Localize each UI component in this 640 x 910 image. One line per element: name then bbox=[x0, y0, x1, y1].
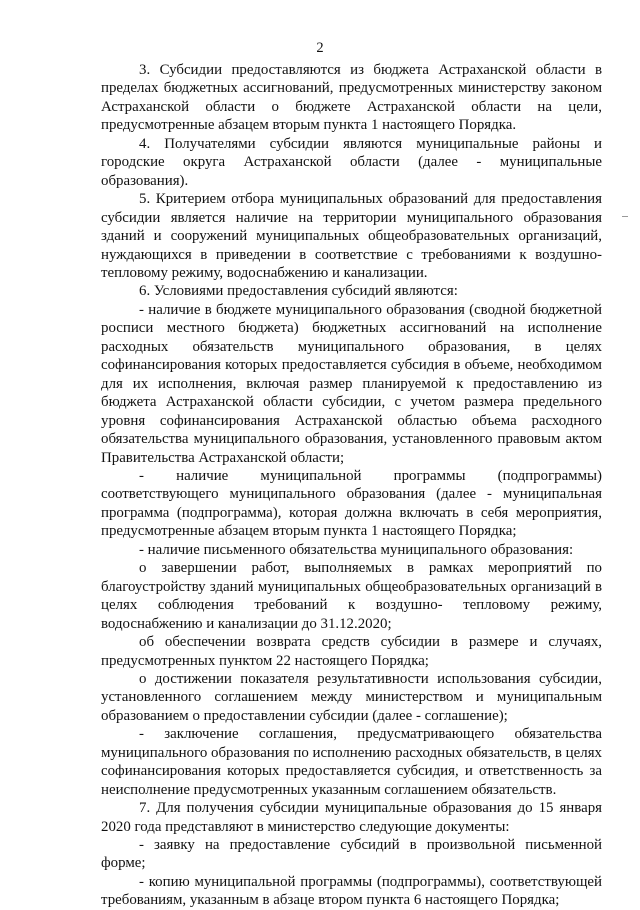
document-application: - заявку на предоставление субсидий в произвольной письменной форме; bbox=[101, 837, 602, 872]
paragraph-7-documents: 7. Для получения субсидии муниципальные образования до 15 января 2020 года представляют в министерство следующие документы: bbox=[101, 800, 602, 835]
paragraph-4-recipients: 4. Получателями субсидии являются муниципальные районы и городские округа Астраханской области (далее - муниципальные образования). bbox=[101, 135, 602, 189]
obligation-completion: о завершении работ, выполняемых в рамках мероприятий по благоустройству зданий муниципальных общеобразовательных организаций в целях соблюдения требований к воздушно- тепловому режиму, водоснабжению и канализации до 31.12.2020; bbox=[101, 560, 602, 632]
condition-written-obligation: - наличие письменного обязательства муниципального образования: bbox=[139, 541, 574, 558]
obligation-refund: об обеспечении возврата средств субсидии в размере и случаях, предусмотренных пунктом 22 настоящего Порядка; bbox=[101, 634, 602, 669]
condition-agreement: - заключение соглашения, предусматривающего обязательства муниципального образования по исполнению расходных обязательств, в целях софинансирования которых предоставляется субсидия, и ответственность за неисполнение предусмотренных указанным соглашением обязательств. bbox=[101, 726, 602, 798]
obligation-performance: о достижении показателя результативности использования субсидии, установленного соглашением между министерством и муниципальным образованием о предоставлении субсидии (далее - соглашение); bbox=[101, 670, 602, 724]
paragraph-3-source: 3. Субсидии предоставляются из бюджета Астраханской области в пределах бюджетных ассигнований, предусмотренных министерству законом Астраханской области о бюджете Астраханской области на цели, предусмотренные абзацем вторым пункта 1 настоящего Порядка. bbox=[101, 62, 602, 134]
scan-mark bbox=[622, 216, 628, 217]
paragraph-5-criterion: 5. Критерием отбора муниципальных образований для предоставления субсидии является наличие на территории муниципального образования зданий и сооружений муниципальных общеобразовательных организаций, нуждающихся в приведении в соответствие с требованиями к воздушно- тепловому режиму, водоснабжению и канализации. bbox=[101, 191, 602, 281]
paragraph-6-conditions: 6. Условиями предоставления субсидий являются: bbox=[139, 283, 458, 300]
page-number: 2 bbox=[316, 40, 324, 56]
condition-budget-allocations: - наличие в бюджете муниципального образования (сводной бюджетной росписи местного бюджета) бюджетных ассигнований на исполнение расходных обязательств муниципального образования, в целях софинансирования которых предоставляется субсидия в объеме, необходимом для их исполнения, включая размер планируемой к предоставлению из бюджета Астраханской области субсидии, с учетом размера предельного уровня софинансирования Астраханской областью объема расходного обязательства муниципального образования, установленного правовым актом Правительства Астраханской области; bbox=[101, 301, 602, 466]
document-body bbox=[101, 61, 602, 910]
condition-municipal-program: - наличие муниципальной программы (подпрограммы) соответствующего муниципального образования (далее - муниципальная программа (подпрограмма), которая должна включать в себя мероприятия, предусмотренные абзацем вторым пункта 1 настоящего Порядка; bbox=[101, 467, 602, 540]
document-program-copy: - копию муниципальной программы (подпрограммы), соответствующей требованиям, указанным в абзаце втором пункта 6 настоящего Порядка; bbox=[101, 873, 602, 909]
